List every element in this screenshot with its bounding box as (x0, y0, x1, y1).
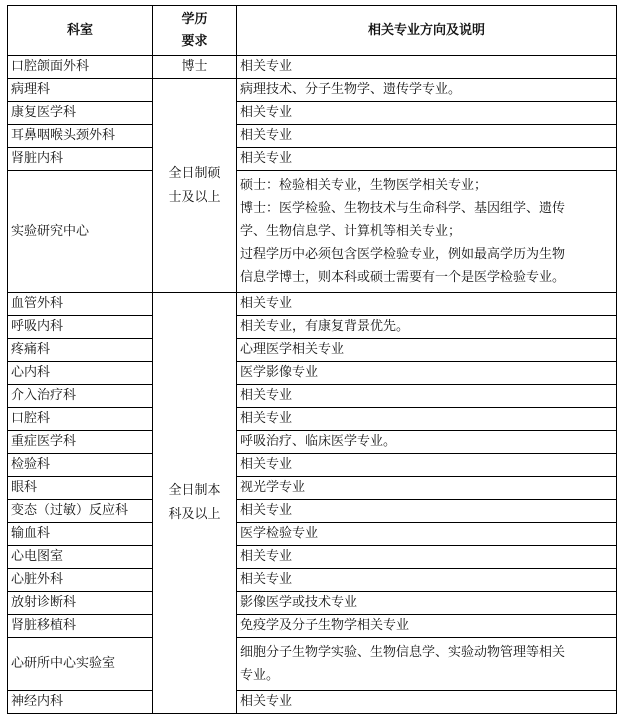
table-row (8, 339, 617, 362)
education-master-line1: 全日制硕 (168, 165, 221, 181)
table-row (8, 431, 617, 454)
table-row (8, 102, 617, 125)
dept-cell: 耳鼻咽喉头颈外科 (8, 125, 153, 148)
dept-cell: 变态（过敏）反应科 (8, 500, 153, 523)
dept-cell: 疼痛科 (8, 339, 153, 362)
table-row (8, 500, 617, 523)
desc-line: 细胞分子生物学实验、生物信息学、实验动物管理等相关 (240, 645, 566, 660)
desc-cell: 相关专业 (237, 454, 617, 477)
desc-cell: 相关专业 (237, 569, 617, 592)
dept-cell: 重症医学科 (8, 431, 153, 454)
desc-cell: 相关专业 (237, 385, 617, 408)
recruitment-table (7, 5, 617, 714)
desc-cell (237, 171, 617, 293)
dept-cell: 病理科 (8, 79, 153, 102)
desc-cell: 相关专业 (237, 546, 617, 569)
table-row (8, 362, 617, 385)
desc-line: 专业。 (240, 668, 280, 683)
desc-line: 学、生物信息学、计算机等相关专业； (240, 224, 462, 239)
dept-cell: 放射诊断科 (8, 592, 153, 615)
education-doctor: 博士 (153, 56, 237, 79)
table-row (8, 592, 617, 615)
header-education-line1: 学历 (181, 11, 208, 27)
dept-cell: 输血科 (8, 523, 153, 546)
desc-cell: 相关专业 (237, 293, 617, 316)
desc-cell: 相关专业 (237, 691, 617, 714)
dept-cell: 心内科 (8, 362, 153, 385)
table-row (8, 638, 617, 691)
dept-cell: 心研所中心实验室 (8, 638, 153, 691)
desc-cell: 相关专业 (237, 500, 617, 523)
table-row (8, 56, 617, 79)
table-row (8, 546, 617, 569)
dept-cell: 检验科 (8, 454, 153, 477)
education-bachelor-line1: 全日制本 (168, 483, 221, 498)
desc-cell: 医学检验专业 (237, 523, 617, 546)
dept-cell: 心脏外科 (8, 569, 153, 592)
table-row (8, 477, 617, 500)
desc-cell: 呼吸治疗、临床医学专业。 (237, 431, 617, 454)
dept-cell: 口腔颌面外科 (8, 56, 153, 79)
dept-cell: 心电图室 (8, 546, 153, 569)
header-major: 相关专业方向及说明 (237, 6, 617, 56)
dept-cell: 介入治疗科 (8, 385, 153, 408)
dept-cell: 肾脏移植科 (8, 615, 153, 638)
dept-cell: 口腔科 (8, 408, 153, 431)
dept-cell: 呼吸内科 (8, 316, 153, 339)
desc-cell: 免疫学及分子生物学相关专业 (237, 615, 617, 638)
table-row (8, 523, 617, 546)
table-row (8, 316, 617, 339)
desc-cell: 相关专业 (237, 102, 617, 125)
header-education-line2: 要求 (181, 33, 208, 49)
table-row (8, 79, 617, 102)
dept-cell: 神经内科 (8, 691, 153, 714)
desc-line: 博士：医学检验、生物技术与生命科学、基因组学、遗传 (240, 201, 566, 216)
table-row (8, 454, 617, 477)
desc-cell: 相关专业 (237, 148, 617, 171)
education-bachelor (153, 293, 237, 714)
header-department: 科室 (8, 6, 153, 56)
dept-cell: 肾脏内科 (8, 148, 153, 171)
desc-cell: 心理医学相关专业 (237, 339, 617, 362)
table-row (8, 148, 617, 171)
dept-cell: 血管外科 (8, 293, 153, 316)
table-row (8, 408, 617, 431)
desc-cell (237, 638, 617, 691)
desc-line: 信息学博士，则本科或硕士需要有一个是医学检验专业。 (240, 270, 566, 285)
table-row (8, 615, 617, 638)
desc-cell: 相关专业 (237, 56, 617, 79)
desc-cell: 视光学专业 (237, 477, 617, 500)
desc-line: 过程学历中必须包含医学检验专业，例如最高学历为生物 (240, 247, 566, 262)
desc-cell: 影像医学或技术专业 (237, 592, 617, 615)
header-row (8, 6, 617, 56)
desc-cell: 相关专业，有康复背景优先。 (237, 316, 617, 339)
desc-line: 硕士：检验相关专业，生物医学相关专业； (240, 178, 488, 193)
table-row (8, 125, 617, 148)
desc-cell: 医学影像专业 (237, 362, 617, 385)
desc-cell: 病理技术、分子生物学、遗传学专业。 (237, 79, 617, 102)
table-row (8, 293, 617, 316)
table-row (8, 569, 617, 592)
dept-cell: 眼科 (8, 477, 153, 500)
education-bachelor-line2: 科及以上 (168, 507, 221, 522)
table-row (8, 171, 617, 293)
header-education (153, 6, 237, 56)
table-row (8, 691, 617, 714)
dept-cell: 康复医学科 (8, 102, 153, 125)
desc-cell: 相关专业 (237, 125, 617, 148)
education-master (153, 79, 237, 293)
dept-cell: 实验研究中心 (8, 171, 153, 293)
education-master-line2: 士及以上 (168, 189, 221, 205)
table-row (8, 385, 617, 408)
desc-cell: 相关专业 (237, 408, 617, 431)
